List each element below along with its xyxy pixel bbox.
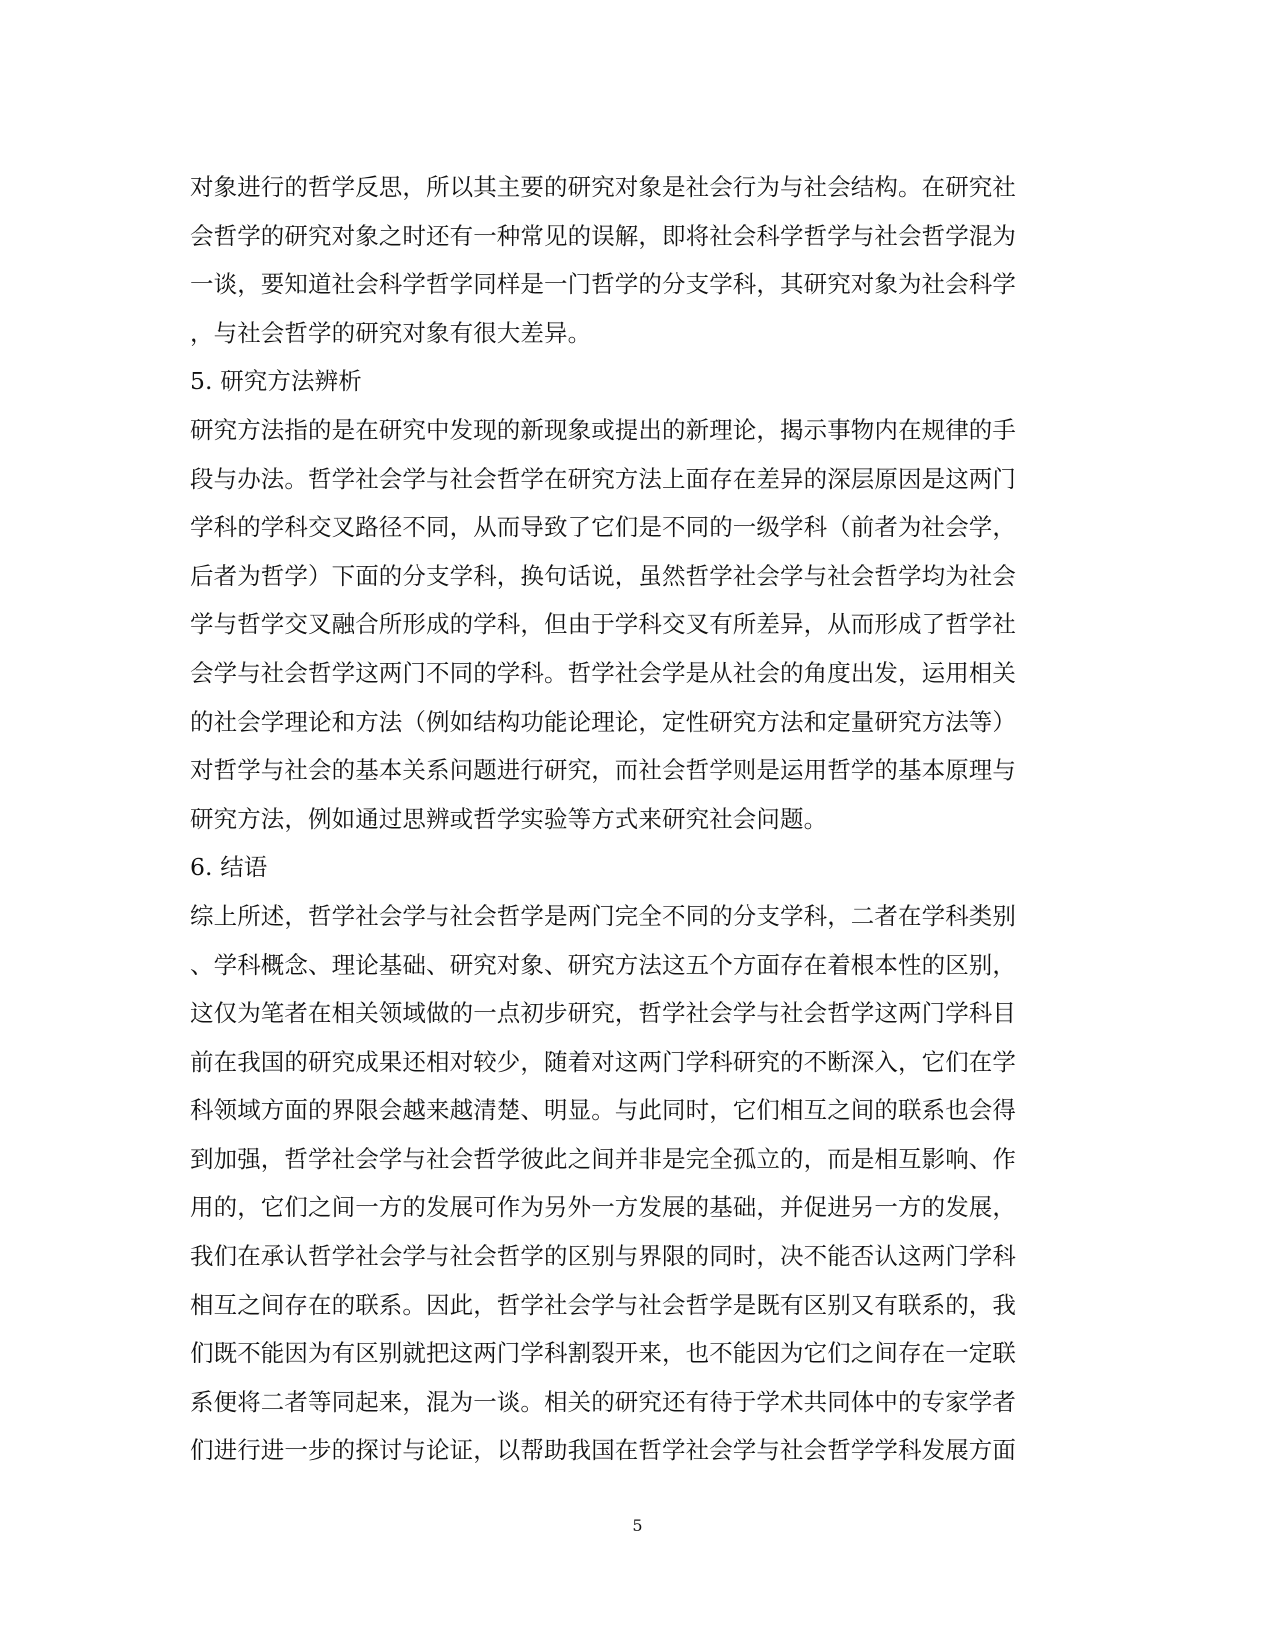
text-line: 会学与社会哲学这两门不同的学科。哲学社会学是从社会的角度出发，运用相关	[190, 658, 1016, 687]
text-line: 到加强，哲学社会学与社会哲学彼此之间并非是完全孤立的，而是相互影响、作	[190, 1144, 1016, 1173]
text-line: 综上所述，哲学社会学与社会哲学是两门完全不同的分支学科，二者在学科类别	[190, 901, 1016, 930]
text-line: 用的，它们之间一方的发展可作为另外一方发展的基础，并促进另一方的发展，	[190, 1193, 1016, 1222]
text-line: 前在我国的研究成果还相对较少，随着对这两门学科研究的不断深入，它们在学	[190, 1047, 1016, 1076]
section-heading-conclusion: 6. 结语	[190, 853, 268, 882]
body-text	[190, 163, 1070, 1475]
text-line: 段与办法。哲学社会学与社会哲学在研究方法上面存在差异的深层原因是这两门	[190, 464, 1016, 493]
text-line: 一谈，要知道社会科学哲学同样是一门哲学的分支学科，其研究对象为社会科学	[190, 270, 1016, 299]
text-line: 学与哲学交叉融合所形成的学科，但由于学科交叉有所差异，从而形成了哲学社	[190, 610, 1016, 639]
text-line: 这仅为笔者在相关领域做的一点初步研究，哲学社会学与社会哲学这两门学科目	[190, 999, 1016, 1028]
section-heading-research-methods: 5. 研究方法辨析	[190, 367, 362, 396]
text-line: 后者为哲学）下面的分支学科，换句话说，虽然哲学社会学与社会哲学均为社会	[190, 561, 1016, 590]
text-line: 们既不能因为有区别就把这两门学科割裂开来，也不能因为它们之间存在一定联	[190, 1339, 1016, 1368]
text-line: 研究方法，例如通过思辨或哲学实验等方式来研究社会问题。	[190, 804, 828, 833]
text-line: 对哲学与社会的基本关系问题进行研究，而社会哲学则是运用哲学的基本原理与	[190, 756, 1016, 785]
text-line: 、学科概念、理论基础、研究对象、研究方法这五个方面存在着根本性的区别，	[190, 950, 1016, 979]
text-line: 相互之间存在的联系。因此，哲学社会学与社会哲学是既有区别又有联系的，我	[190, 1290, 1016, 1319]
text-line: 的社会学理论和方法（例如结构功能论理论，定性研究方法和定量研究方法等）	[190, 707, 1016, 736]
text-line: 学科的学科交叉路径不同，从而导致了它们是不同的一级学科（前者为社会学，	[190, 513, 1016, 542]
text-line: 研究方法指的是在研究中发现的新现象或提出的新理论，揭示事物内在规律的手	[190, 415, 1016, 444]
text-line: ，与社会哲学的研究对象有很大差异。	[190, 318, 592, 347]
text-line: 对象进行的哲学反思，所以其主要的研究对象是社会行为与社会结构。在研究社	[190, 173, 1016, 201]
page-number: 5	[632, 1516, 643, 1535]
text-line: 们进行进一步的探讨与论证，以帮助我国在哲学社会学与社会哲学学科发展方面	[190, 1436, 1016, 1465]
text-line: 系便将二者等同起来，混为一谈。相关的研究还有待于学术共同体中的专家学者	[190, 1387, 1016, 1416]
text-line: 科领域方面的界限会越来越清楚、明显。与此同时，它们相互之间的联系也会得	[190, 1096, 1016, 1125]
text-line: 会哲学的研究对象之时还有一种常见的误解，即将社会科学哲学与社会哲学混为	[190, 221, 1016, 250]
text-line: 我们在承认哲学社会学与社会哲学的区别与界限的同时，决不能否认这两门学科	[190, 1242, 1016, 1271]
